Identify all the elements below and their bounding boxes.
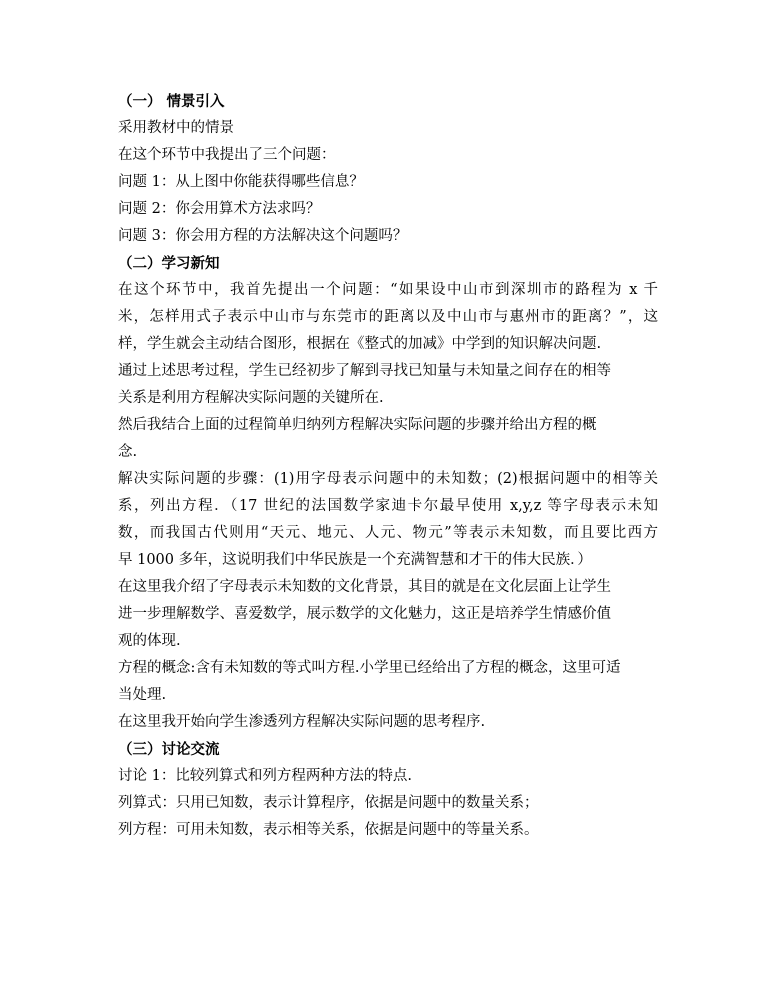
section-heading: （一） 情景引入 — [118, 93, 225, 110]
question-line: 问题 3：你会用方程的方法解决这个问题吗？ — [118, 228, 408, 244]
text-line: 在这个环节中，我首先提出一个问题：“如果设中山市到深圳市的路程为 x 千 — [118, 282, 658, 298]
question-line: 问题 2：你会用算术方法求吗？ — [118, 201, 321, 217]
text-line: 进一步理解数学、喜爱数学，展示数学的文化魅力，这正是培养学生情感价值 — [118, 606, 611, 622]
text-line: 当处理. — [118, 687, 167, 703]
text-line: 列方程：可用未知数，表示相等关系，依据是问题中的等量关系。 — [118, 822, 539, 838]
text-line: 方程的概念:含有未知数的等式叫方程.小学里已经给出了方程的概念，这里可适 — [118, 660, 621, 676]
text-line: 早 1000 多年，这说明我们中华民族是一个充满智慧和才干的伟大民族．） — [118, 552, 592, 568]
text-line: 采用教材中的情景 — [118, 120, 234, 136]
text-line: 念. — [118, 444, 138, 460]
text-line: 然后我结合上面的过程简单归纳列方程解决实际问题的步骤并给出方程的概 — [118, 417, 597, 433]
text-line: 米，怎样用式子表示中山市与东莞市的距离以及中山市与惠州市的距离？”，这 — [118, 309, 658, 325]
text-line: 在这个环节中我提出了三个问题： — [118, 147, 336, 163]
text-line: 在这里我开始向学生渗透列方程解决实际问题的思考程序. — [118, 714, 486, 730]
section-heading: （二）学习新知 — [118, 255, 220, 272]
text-line: 解决实际问题的步骤：(1)用字母表示问题中的未知数；(2)根据问题中的相等关 — [118, 471, 658, 487]
text-line: 列算式：只用已知数，表示计算程序，依据是问题中的数量关系； — [118, 795, 539, 811]
section-heading: （三）讨论交流 — [118, 741, 220, 758]
question-line: 问题 1：从上图中你能获得哪些信息？ — [118, 174, 364, 190]
text-line: 在这里我介绍了字母表示未知数的文化背景，其目的就是在文化层面上让学生 — [118, 579, 611, 595]
text-line: 数，而我国古代则用“天元、地元、人元、物元”等表示未知数，而且要比西方 — [118, 525, 658, 541]
text-line: 通过上述思考过程，学生已经初步了解到寻找已知量与未知量之间存在的相等 — [118, 363, 611, 379]
document-body — [118, 88, 658, 844]
text-line: 讨论 1：比较列算式和列方程两种方法的特点. — [118, 768, 412, 784]
text-line: 样，学生就会主动结合图形，根据在《整式的加减》中学到的知识解决问题. — [118, 336, 602, 352]
text-line: 关系是利用方程解决实际问题的关键所在. — [118, 390, 384, 406]
text-line: 观的体现. — [118, 633, 181, 649]
text-line: 系，列出方程．（17 世纪的法国数学家迪卡尔最早使用 x,y,z 等字母表示未知 — [118, 498, 658, 514]
